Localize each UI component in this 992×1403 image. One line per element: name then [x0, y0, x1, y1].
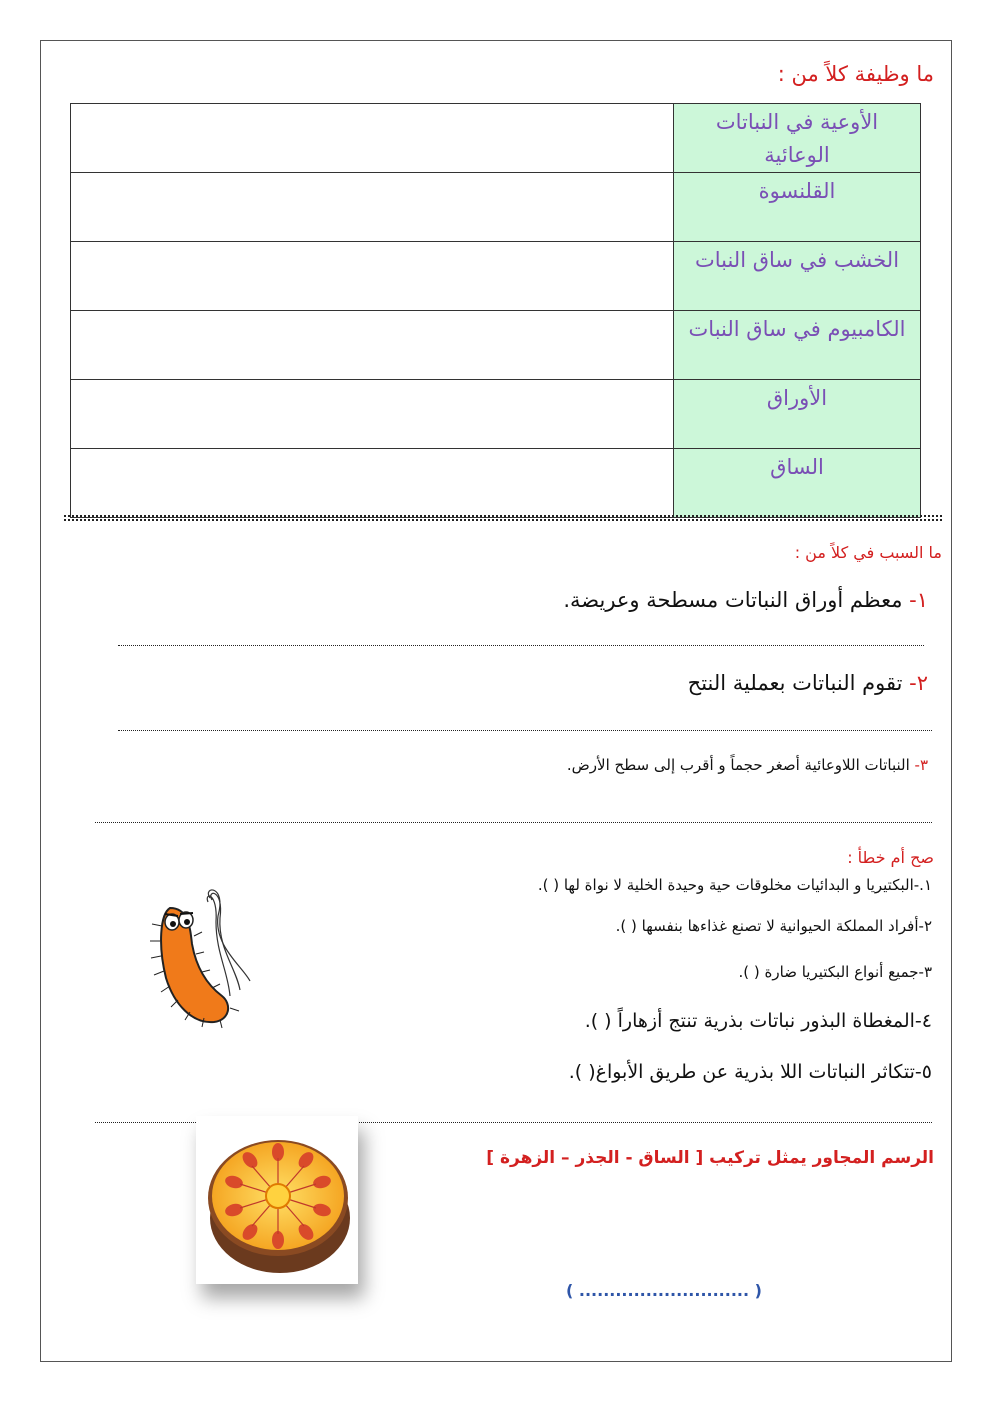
- question-text: تقوم النباتات بعملية النتح: [687, 671, 903, 695]
- term-cell: [674, 380, 921, 449]
- term-text-line2: الوعائية: [764, 143, 830, 167]
- table-row: [71, 380, 921, 449]
- question-number: ١-: [909, 588, 928, 612]
- section2-title: ما السبب في كلاً من :: [794, 543, 942, 562]
- answer-cell[interactable]: [71, 380, 674, 449]
- question-text: معظم أوراق النباتات مسطحة وعريضة.: [563, 588, 903, 612]
- true-false-item[interactable]: ٢-أفراد المملكة الحيوانية لا تصنع غذاءها بنفسها ( ).: [615, 917, 932, 935]
- functions-table: [70, 103, 921, 518]
- term-cell: [674, 242, 921, 311]
- answer-cell[interactable]: [71, 449, 674, 518]
- answer-cell[interactable]: [71, 104, 674, 173]
- table-row: [71, 242, 921, 311]
- section-divider: [64, 519, 942, 521]
- question-text: النباتات اللاوعائية أصغر حجماً و أقرب إلى سطح الأرض.: [566, 756, 910, 774]
- stem-cross-section-icon: [196, 1116, 358, 1284]
- question-number: ٣-: [914, 756, 928, 774]
- table-row: [71, 104, 921, 173]
- answer-line[interactable]: [118, 730, 932, 731]
- true-false-item[interactable]: ١.-البكتيريا و البدائيات مخلوقات حية وحيدة الخلية لا نواة لها ( ).: [537, 876, 932, 894]
- answer-line[interactable]: [95, 822, 932, 823]
- cross-section-image: [196, 1116, 358, 1284]
- true-false-item[interactable]: ٥-تتكاثر النباتات اللا بذرية عن طريق الأبواغ( ).: [568, 1061, 932, 1083]
- table-row: [71, 173, 921, 242]
- term-cell: [674, 173, 921, 242]
- section1-title: ما وظيفة كلاً من :: [777, 62, 934, 86]
- answer-cell[interactable]: [71, 311, 674, 380]
- term-text: الأوراق: [766, 386, 828, 410]
- table-row: [71, 449, 921, 518]
- term-text: الخشب في ساق النبات: [694, 248, 900, 272]
- term-cell: [674, 311, 921, 380]
- true-false-item[interactable]: ٣-جميع أنواع البكتيريا ضارة ( ).: [738, 963, 932, 981]
- structure-question: الرسم المجاور يمثل تركيب [ الساق - الجذر – الزهرة ]: [486, 1148, 934, 1168]
- answer-line[interactable]: [118, 645, 924, 646]
- term-text: الأوعية في النباتات: [715, 110, 879, 134]
- answer-cell[interactable]: [71, 173, 674, 242]
- term-cell: [674, 449, 921, 518]
- term-text: الكامبيوم في ساق النبات: [688, 317, 906, 341]
- term-text: الساق: [770, 455, 824, 479]
- bacterium-illustration: [132, 886, 262, 1036]
- section3-title: صح أم خطأ :: [847, 848, 934, 867]
- answer-blank[interactable]: ( ............................ ): [566, 1281, 762, 1300]
- term-text: القلنسوة: [758, 179, 836, 203]
- reason-question-3: [567, 756, 928, 774]
- question-number: ٢-: [909, 671, 928, 695]
- answer-cell[interactable]: [71, 242, 674, 311]
- term-cell: [674, 104, 921, 173]
- section-divider: [64, 515, 942, 517]
- bacterium-icon: [132, 886, 262, 1036]
- true-false-item[interactable]: ٤-المغطاة البذور نباتات بذرية تنتج أزهاراً ( ).: [584, 1010, 932, 1032]
- reason-question-1: [563, 588, 928, 612]
- table-row: [71, 311, 921, 380]
- reason-question-2: [688, 671, 928, 695]
